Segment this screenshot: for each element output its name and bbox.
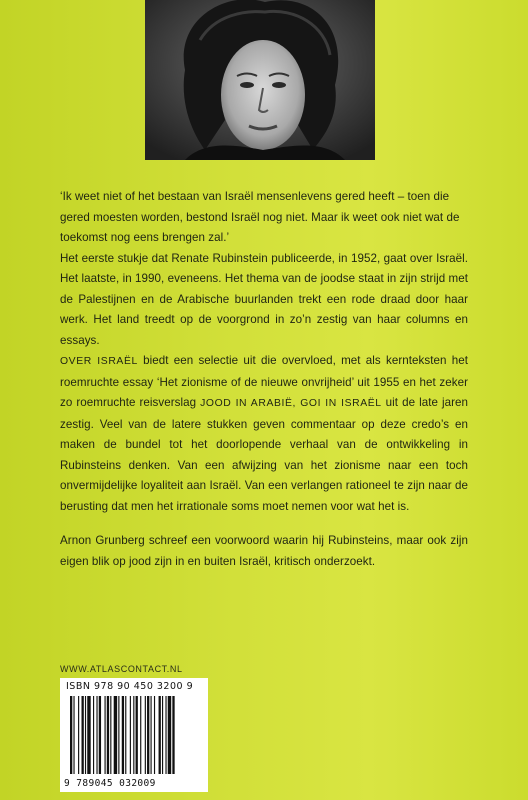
opening-quote: ‘Ik weet niet of het bestaan van Israël mensenlevens gered heeft – toen die gered moesten worden, bestond Israël nog niet. Maar ik weet ook niet wat de toekomst nog eens brengen zal.’ [60,190,460,244]
barcode-bar [114,696,117,774]
barcode-bar [154,696,155,774]
barcode-bar [172,696,174,774]
barcode-bar [99,696,101,774]
author-photo [145,0,375,160]
barcode-bar [168,696,171,774]
barcode-bar [85,696,86,774]
author-portrait-image [145,0,375,160]
barcode-bar [162,696,163,774]
barcode-box [60,678,208,792]
barcode-image [66,696,202,774]
barcode-bar [145,696,146,774]
blurb-paragraph-1: Het eerste stukje dat Renate Rubinstein publiceerde, in 1952, gaat over Israël. Het laatste, in 1990, eveneens. Het thema van de joodse staat in zijn strijd met de Palestijnen en de Arabische buurlanden trekt een rode draad door haar werk. Het land treedt op de voorgrond in zo’n zestig van haar columns en essays. [60,251,468,347]
barcode-bar [118,696,119,774]
barcode-bar [125,696,126,774]
barcode-bar [82,696,84,774]
barcode-bar [105,696,106,774]
publisher-website[interactable]: WWW.ATLASCONTACT.NL [60,664,183,674]
barcode-bar [87,696,90,774]
barcode-bar [165,696,166,774]
barcode-bar [136,696,138,774]
barcode-bar [130,696,131,774]
ean-number: 9 789045 032009 [64,778,156,789]
barcode-bar [78,696,79,774]
barcode-bar [96,696,97,774]
barcode-bar [73,696,74,774]
barcode-bar [107,696,109,774]
barcode-bar [93,696,94,774]
blurb-text [60,187,468,572]
barcode-bar [70,696,72,774]
barcode-bar [122,696,124,774]
barcode-bar [151,696,152,774]
barcode-bar [110,696,111,774]
blurb-paragraph-3: Arnon Grunberg schreef een voorwoord waarin hij Rubinsteins, maar ook zijn eigen blik op jood zijn in en buiten Israël, kritisch onderzoekt. [60,534,468,568]
barcode-bar [147,696,149,774]
travelogue-title-caps: JOOD IN ARABIË, GOI IN ISRAËL [200,398,382,409]
blurb-paragraph-2: OVER ISRAËL biedt een selectie uit die overvloed, met als kernteksten het roemruchte essay ‘Het zionisme of de nieuwe onvrijheid’ uit 1955 en het zeker zo roemruchte reisverslag JOOD IN ARABIË, GOI IN ISRAËL uit de late jaren zestig. Veel van de latere stukken geven commentaar op deze credo’s en maken de bundel tot het doorlopende verhaal van de ontwikkeling in Rubinsteins denken. Van een afwijzing van het zionisme naar een toch onvermijdelijke loyaliteit aan Israël. Van een verlangen rationeel te zijn naar de berusting dat men het irrationale soms moet nemen voor wat het is. [60,354,468,513]
barcode-bar [159,696,161,774]
barcode-bar [133,696,134,774]
book-title-caps: OVER ISRAËL [60,356,138,367]
barcode-bar [140,696,141,774]
isbn-label: ISBN 978 90 450 3200 9 [66,681,194,692]
